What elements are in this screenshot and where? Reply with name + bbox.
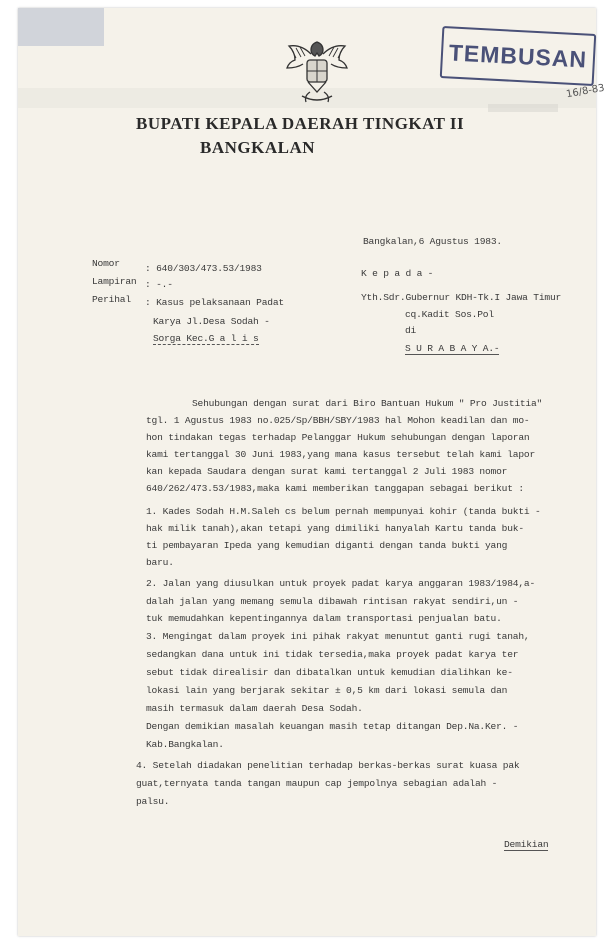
recipient-line-5: S U R A B A Y A.- (405, 343, 500, 354)
body-line: baru. (146, 557, 174, 568)
body-line: guat,ternyata tanda tangan maupun cap jempolnya sebagian adalah - (136, 778, 498, 789)
header-line-1: BUPATI KEPALA DAERAH TINGKAT II (136, 114, 465, 133)
body-line: 640/262/473.53/1983,maka kami memberikan tanggapan sebagai berikut : (146, 483, 524, 494)
body-line: Kab.Bangkalan. (146, 739, 224, 750)
perihal-value-3: Sorga Kec.G a l i s (153, 333, 259, 344)
tape-strip (18, 8, 104, 46)
perihal-label: Perihal (92, 294, 131, 305)
body-line: 4. Setelah diadakan penelitian terhadap berkas-berkas surat kuasa pak (136, 760, 520, 771)
body-line: 1. Kades Sodah H.M.Saleh cs belum pernah mempunyai kohir (tanda bukti - (146, 506, 541, 517)
closing-text: Demikian (504, 839, 549, 850)
recipient-line-1: K e p a d a - (361, 268, 434, 279)
body-line: sebut tidak direalisir dan dibatalkan untuk kemudian dialihkan ke- (146, 667, 513, 678)
perihal-value-2: Karya Jl.Desa Sodah - (153, 316, 270, 327)
body-line: lokasi lain yang berjarak sekitar ± 0,5 km dari lokasi semula dan (146, 685, 508, 696)
tembusan-stamp (440, 26, 597, 86)
stamp-text: TEMBUSAN (448, 38, 588, 73)
handwritten-note: 16/8-83 (565, 82, 606, 101)
body-line: hon tindakan tegas terhadap Pelanggar Hukum sehubungan dengan laporan (146, 432, 530, 443)
body-line: tuk memudahkan kepentingannya dalam transportasi penjualan batu. (146, 613, 502, 624)
body-line: tgl. 1 Agustus 1983 no.025/Sp/BBH/SBY/1983 hal Mohon keadilan dan mo- (146, 415, 530, 426)
body-line: palsu. (136, 796, 170, 807)
body-line: 3. Mengingat dalam proyek ini pihak rakyat menuntut ganti rugi tanah, (146, 631, 530, 642)
lampiran-label: Lampiran (92, 276, 137, 287)
recipient-line-4: di (405, 325, 417, 336)
body-line: kan kepada Saudara dengan surat kami tertanggal 2 Juli 1983 nomor (146, 466, 508, 477)
nomor-label: Nomor (92, 258, 120, 269)
body-line: masih termasuk dalam daerah Desa Sodah. (146, 703, 363, 714)
perihal-value-1: : Kasus pelaksanaan Padat (145, 297, 284, 308)
recipient-line-2: Yth.Sdr.Gubernur KDH-Tk.I Jawa Timur (361, 292, 562, 303)
date-line: Bangkalan,6 Agustus 1983. (363, 236, 502, 247)
body-line: sedangkan dana untuk ini tidak tersedia,maka proyek padat karya ter (146, 649, 519, 660)
body-line: kami tertanggal 30 Juni 1983,yang mana kasus tersebut telah kami lapor (146, 449, 536, 460)
recipient-line-3: cq.Kadit Sos.Pol (405, 309, 494, 320)
body-line: Sehubungan dengan surat dari Biro Bantuan Hukum " Pro Justitia" (192, 398, 543, 409)
body-line: hak milik tanah),akan tetapi yang dimiliki hanyalah Kartu tanda buk- (146, 523, 524, 534)
body-line: ti pembayaran Ipeda yang kemudian diganti dengan tanda bukti yang (146, 540, 508, 551)
body-line: 2. Jalan yang diusulkan untuk proyek padat karya anggaran 1983/1984,a- (146, 578, 536, 589)
lampiran-value: : -.- (145, 279, 173, 290)
body-line: Dengan demikian masalah keuangan masih tetap ditangan Dep.Na.Ker. - (146, 721, 519, 732)
body-line: dalah jalan yang memang semula dibawah rintisan rakyat sendiri,un - (146, 596, 519, 607)
garuda-emblem-icon (282, 36, 352, 108)
nomor-value: : 640/303/473.53/1983 (145, 263, 262, 274)
header-line-2: BANGKALAN (200, 138, 316, 157)
